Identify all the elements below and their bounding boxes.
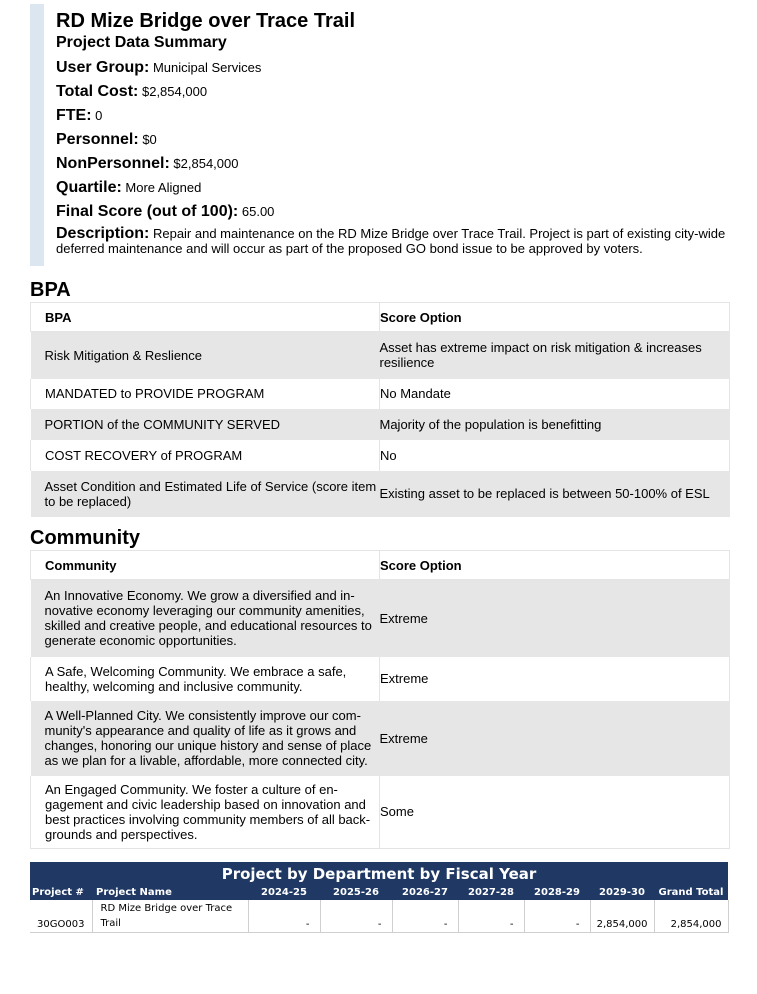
- final-score-field: [56, 200, 730, 224]
- bpa-table: [30, 302, 730, 517]
- personnel-field: [56, 128, 730, 152]
- table-header-row: [31, 551, 730, 580]
- bpa-score: No Mandate: [380, 379, 730, 409]
- project-summary-panel: [30, 4, 730, 266]
- table-row: [31, 701, 730, 776]
- field-value: $2,854,000: [173, 156, 239, 171]
- bpa-section-title: BPA: [30, 279, 71, 301]
- bpa-item: Asset Condition and Estimated Life of Service (score item to be replaced): [31, 471, 380, 517]
- field-value: $0: [142, 132, 157, 147]
- field-label: NonPersonnel:: [56, 155, 170, 172]
- table-row: [31, 657, 730, 701]
- community-item: A Safe, Welcoming Community. We embrace a safe, healthy, welcoming and inclusive community.: [31, 657, 380, 701]
- fiscal-table-title: Project by Department by Fiscal Year: [30, 862, 728, 886]
- column-header: 2026-27: [392, 886, 458, 900]
- bpa-score: No: [380, 440, 730, 471]
- fy-value-cell: -: [320, 900, 392, 933]
- community-section-title: Community: [30, 527, 140, 549]
- table-row: [31, 332, 730, 379]
- column-header: Grand Total: [654, 886, 728, 900]
- project-name-cell: RD Mize Bridge over Trace Trail: [92, 900, 248, 933]
- fiscal-year-table: [30, 862, 728, 933]
- field-label: FTE:: [56, 107, 92, 124]
- table-row: [31, 776, 730, 849]
- field-value: $2,854,000: [141, 84, 208, 99]
- fte-field: [56, 104, 730, 128]
- field-label: User Group:: [56, 59, 150, 76]
- field-label: Quartile:: [56, 179, 122, 196]
- community-score: Extreme: [380, 657, 730, 701]
- project-title: RD Mize Bridge over Trace Trail: [56, 10, 355, 32]
- table-row: [31, 580, 730, 657]
- field-label: Description:: [56, 225, 150, 242]
- nonpersonnel-field: [56, 152, 730, 176]
- bpa-item: COST RECOVERY of PROGRAM: [31, 440, 380, 471]
- community-score: Extreme: [380, 701, 730, 776]
- user-group-field: [56, 56, 730, 80]
- fy-value-cell: -: [524, 900, 590, 933]
- field-label: Final Score (out of 100):: [56, 203, 239, 220]
- community-score: Some: [380, 776, 730, 849]
- column-header: Score Option: [380, 303, 730, 332]
- fy-value-cell: -: [392, 900, 458, 933]
- field-value: 65.00: [241, 204, 275, 219]
- field-value: Municipal Services: [152, 60, 262, 75]
- fiscal-header-row: [30, 886, 728, 900]
- column-header: Community: [31, 551, 380, 580]
- community-table: [30, 550, 730, 849]
- table-row: [31, 379, 730, 409]
- community-item: An Engaged Community. We foster a culture of en-gagement and civic leadership based on innovation and best practices involving community members of all back-grounds and perspectives.: [31, 776, 380, 849]
- column-header: Project #: [30, 886, 92, 900]
- bpa-item: PORTION of the COMMUNITY SERVED: [31, 409, 380, 440]
- fy-value-cell: -: [458, 900, 524, 933]
- table-row: [31, 471, 730, 517]
- field-label: Total Cost:: [56, 83, 139, 100]
- community-item: A Well-Planned City. We consistently improve our com-munity's appearance and quality of life as it grows and changes, honoring our unique history and sense of place as we plan for a livable, affordable, more connected city.: [31, 701, 380, 776]
- table-row: [30, 900, 728, 933]
- field-label: Personnel:: [56, 131, 139, 148]
- table-row: [31, 409, 730, 440]
- column-header: Score Option: [380, 551, 730, 580]
- bpa-score: Asset has extreme impact on risk mitigation & increases resilience: [380, 332, 730, 379]
- bpa-item: Risk Mitigation & Reslience: [31, 332, 380, 379]
- grand-total-cell: 2,854,000: [654, 900, 728, 933]
- column-header: 2028-29: [524, 886, 590, 900]
- field-value: 0: [95, 108, 103, 123]
- description-field: [56, 226, 730, 256]
- column-header: 2024-25: [248, 886, 320, 900]
- project-id-cell: 30GO003: [30, 900, 92, 933]
- column-header: BPA: [31, 303, 380, 332]
- table-header-row: [31, 303, 730, 332]
- table-row: [31, 440, 730, 471]
- bpa-item: MANDATED to PROVIDE PROGRAM: [31, 379, 380, 409]
- column-header: 2027-28: [458, 886, 524, 900]
- summary-subtitle: Project Data Summary: [56, 34, 227, 51]
- column-header: Project Name: [92, 886, 248, 900]
- bpa-score: Existing asset to be replaced is between 50-100% of ESL: [380, 471, 730, 517]
- fy-value-cell: 2,854,000: [590, 900, 654, 933]
- column-header: 2029-30: [590, 886, 654, 900]
- fy-value-cell: -: [248, 900, 320, 933]
- bpa-score: Majority of the population is benefitting: [380, 409, 730, 440]
- description-text: Repair and maintenance on the RD Mize Bridge over Trace Trail. Project is part of existing city-wide deferred maintenance and will occur as part of the proposed GO bond issue to be approved by voters.: [56, 226, 726, 256]
- column-header: 2025-26: [320, 886, 392, 900]
- field-value: More Aligned: [125, 180, 202, 195]
- community-item: An Innovative Economy. We grow a diversified and in-novative economy leveraging our community amenities, skilled and creative people, and educational resources to generate economic opportunities.: [31, 580, 380, 657]
- community-score: Extreme: [380, 580, 730, 657]
- total-cost-field: [56, 80, 730, 104]
- quartile-field: [56, 176, 730, 200]
